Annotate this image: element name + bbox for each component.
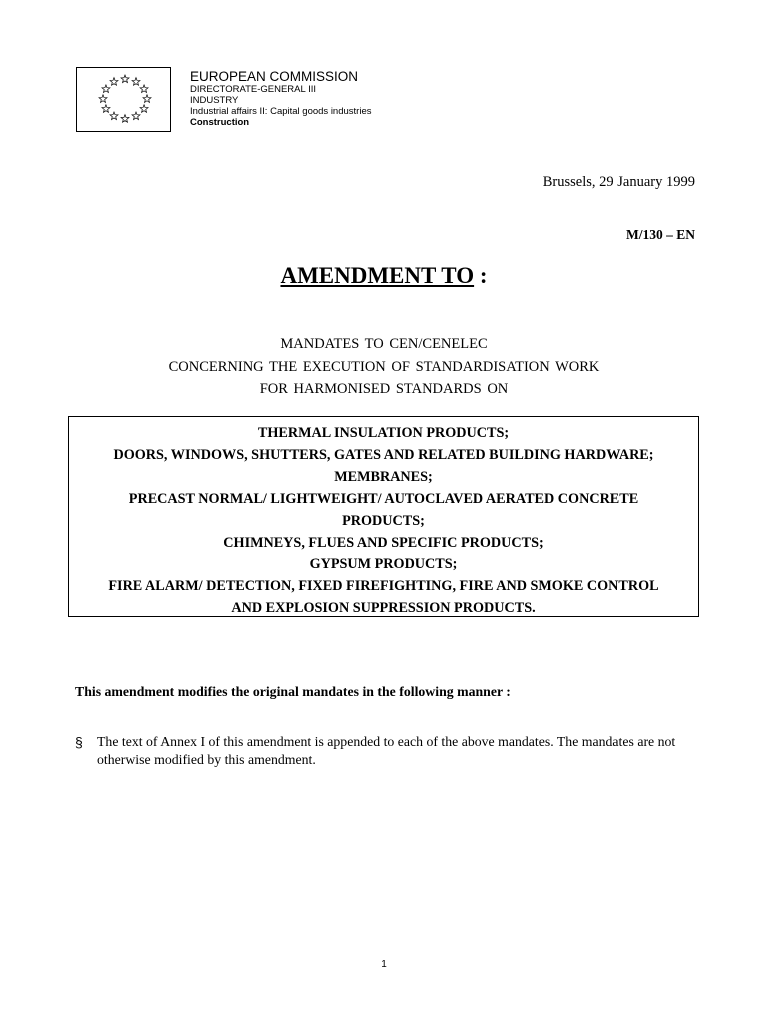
product-line: PRODUCTS; [342, 512, 425, 529]
product-line: THERMAL INSULATION PRODUCTS; [257, 425, 510, 441]
product-line: MEMBRANES; [334, 468, 433, 485]
subtitle-line: FOR HARMONISED STANDARDS ON [259, 381, 509, 397]
star-icon [132, 112, 140, 120]
eu-stars-emblem-icon [77, 68, 172, 133]
unit-description-line: Industrial affairs II: Capital goods industries [190, 106, 372, 117]
section-symbol: § [75, 734, 83, 750]
amendment-paragraph [75, 733, 695, 769]
product-list-box [68, 416, 699, 617]
product-line: FIRE ALARM/ DETECTION, FIXED FIREFIGHTING, FIRE AND SMOKE CONTROL [108, 578, 659, 595]
page-number: 1 [381, 959, 387, 970]
paragraph-text: The text of Annex I of this amendment is appended to each of the above mandates. The mandates are not otherwise modified by this amendment. [97, 734, 676, 767]
star-icon [99, 95, 107, 103]
star-icon [102, 85, 110, 93]
product-line: DOORS, WINDOWS, SHUTTERS, GATES AND RELATED BUILDING HARDWARE; [113, 446, 654, 463]
product-line: PRECAST NORMAL/ LIGHTWEIGHT/ AUTOCLAVED AERATED CONCRETE [128, 490, 639, 507]
document-reference: M/130 – EN [626, 227, 695, 242]
subtitle-line: MANDATES TO CEN/CENELEC [280, 336, 488, 352]
star-icon [132, 78, 140, 86]
unit-name: Construction [190, 117, 250, 128]
star-icon [121, 75, 129, 83]
product-line: AND EXPLOSION SUPPRESSION PRODUCTS. [231, 600, 536, 617]
star-icon [102, 105, 110, 113]
product-line: CHIMNEYS, FLUES AND SPECIFIC PRODUCTS; [223, 534, 544, 551]
star-icon [143, 95, 151, 103]
document-subtitle [0, 333, 768, 401]
eu-logo [76, 67, 171, 132]
directorate-line: DIRECTORATE-GENERAL III [190, 84, 316, 95]
star-icon [121, 115, 129, 123]
organisation-name: EUROPEAN COMMISSION [190, 69, 359, 84]
intro-statement: This amendment modifies the original mandates in the following manner : [75, 684, 511, 699]
star-icon [140, 105, 148, 113]
title-suffix: : [474, 263, 488, 288]
product-line: GYPSUM PRODUCTS; [309, 556, 458, 573]
title-underlined: AMENDMENT TO [280, 263, 475, 288]
subtitle-line: CONCERNING THE EXECUTION OF STANDARDISATION WORK [168, 358, 600, 375]
document-date: Brussels, 29 January 1999 [542, 174, 695, 190]
star-icon [110, 112, 118, 120]
star-icon [110, 78, 118, 86]
industry-line: INDUSTRY [190, 95, 239, 106]
organisation-header [190, 69, 371, 128]
star-icon [140, 85, 148, 93]
document-title [0, 263, 768, 289]
